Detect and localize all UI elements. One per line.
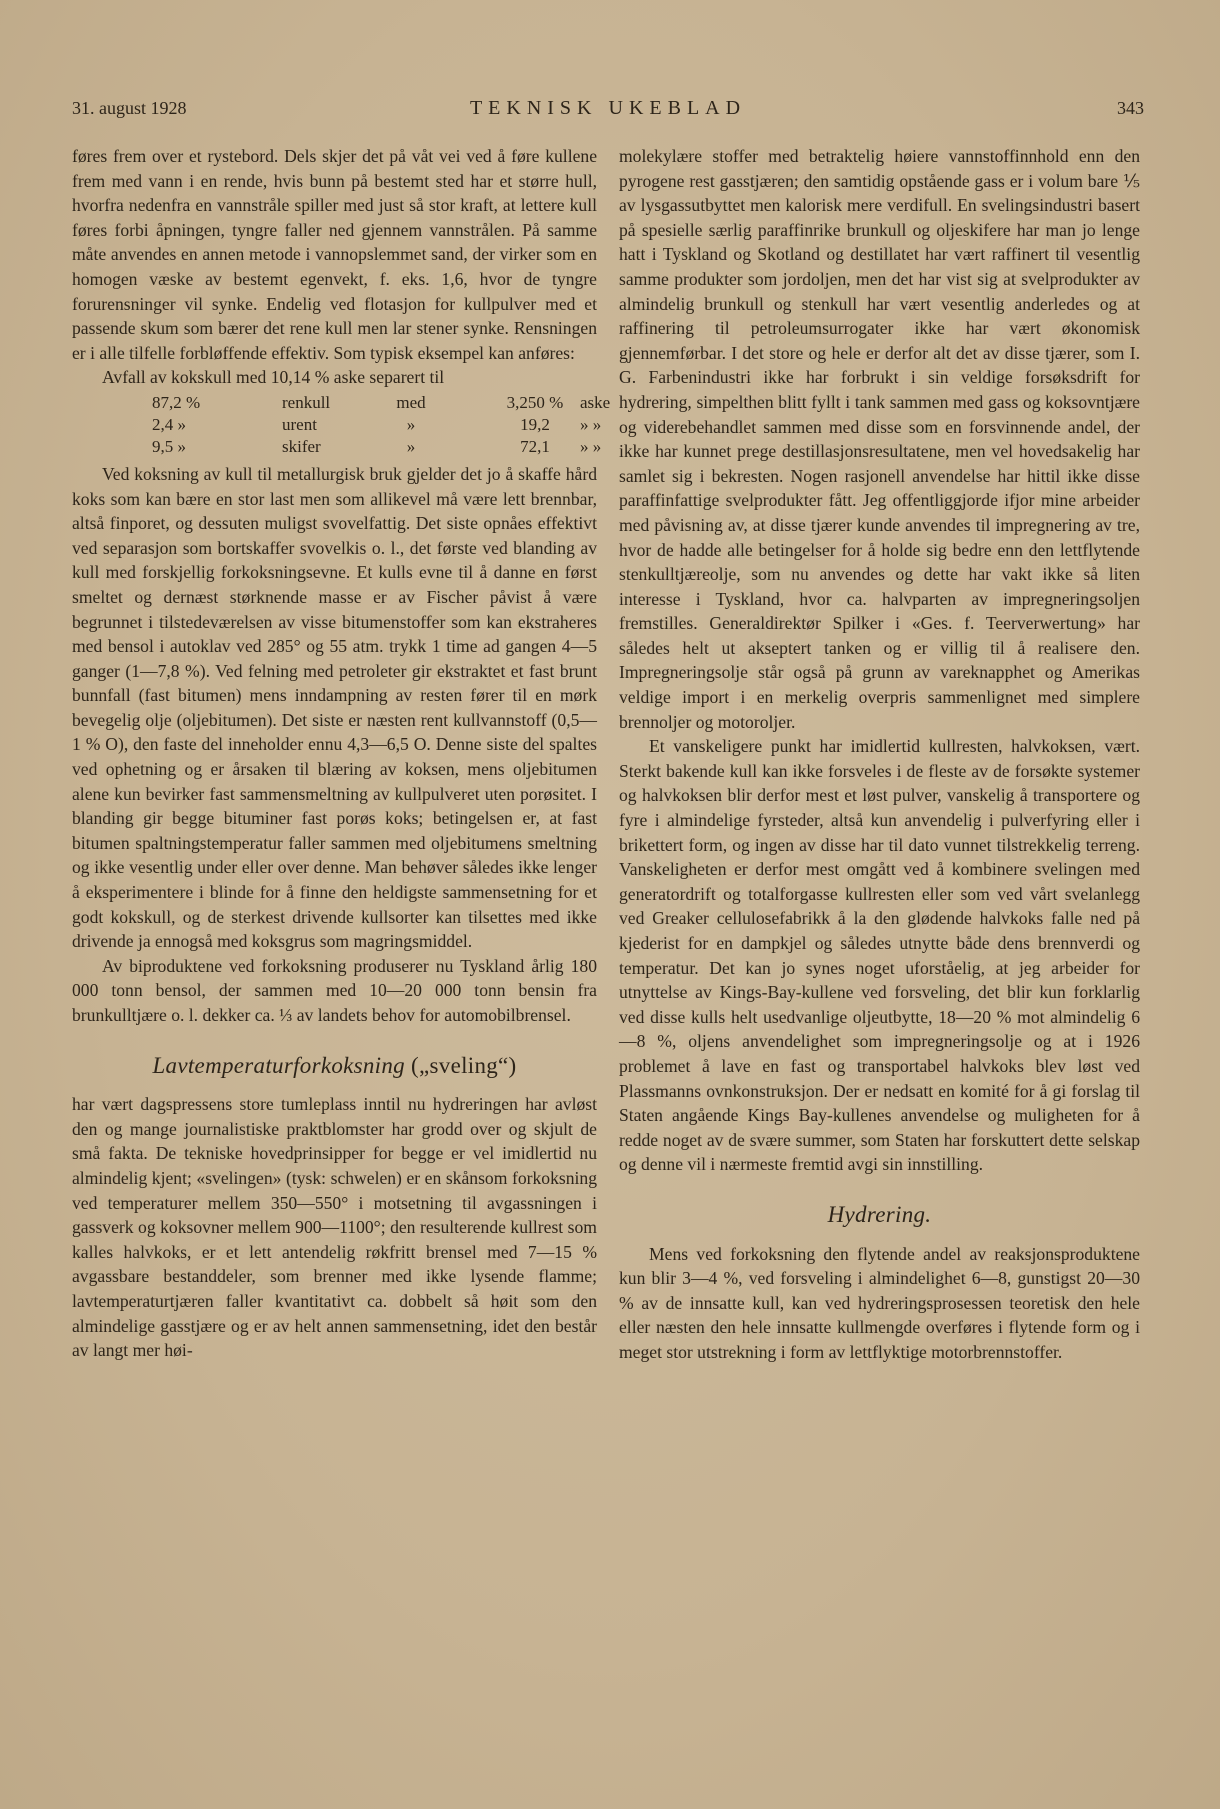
section-heading: [72, 1054, 597, 1079]
heading-text: Lavtemperaturforkoksning: [152, 1052, 405, 1078]
row-relation: »: [406, 414, 416, 434]
row-percent: 87,2 %: [152, 392, 201, 412]
row-name: skifer: [282, 436, 321, 456]
row-percent: 2,4 »: [152, 414, 186, 434]
paragraph: Av biproduktene ved forkoksning produserer nu Tyskland årlig 180 000 tonn bensol, der sammen med 10—20 000 tonn bensin fra brunkulltjære o. l. dekker ca. ⅓ av landets behov for automobilbrensel.: [72, 955, 597, 1025]
separation-row: [72, 436, 602, 458]
running-header: [72, 98, 1144, 128]
separation-table: [72, 392, 611, 458]
separation-row: [72, 414, 602, 436]
heading-suffix: („sveling“): [411, 1052, 517, 1078]
paragraph: Avfall av kokskull med 10,14 % aske separert til: [102, 367, 445, 388]
row-unit: » »: [580, 436, 602, 456]
left-column: [72, 144, 611, 1363]
paragraph: Et vanskeligere punkt har imidlertid kullresten, halvkoksen, vært. Sterkt bakende kull kan ikke forsveles i de fleste av de forsøkte systemer og halvkoksen blir derfor mest et løst pulver, vanskelig å transportere og fyre i almindelige fyrsteder, altså kun anvendelig i pulverfyring eller i brikettert form, og ingen av disse har til dato vunnet tilstrekkelig terreng. Vanskeligheten er derfor mest omgått ved å kombinere svelingen med generatordrift og totalforgasse kullresten eller som ved vårt svelanlegg ved Greaker cellulosefabrikk å la den glødende halvkoks falle ned på kjederist for en dampkjel og således utnytte både dens brennverdi og temperatur. Det kan jo synes noget uforståelig, at jeg arbeider for utnyttelse av Kings-Bay-kullene ved forsveling, det blir kun forklarlig ved disse kulls helt usedvanlige oljeutbytte, 18—20 % mot almindelig 6—8 %, oljens anvendelighet som impregneringsolje og at i 1926 problemet å lave en fast og transportabel halvkoks blev løst ved Plassmanns ovnkonstruksjon. Der er nedsatt en komité for å gi forslag til Staten angående Kings Bay-kullenes anvendelse og muligheten for å redde noget av de svære summer, som Staten har forskuttert dette selskap og denne vil i nærmeste fremtid avgi sin innstilling.: [619, 736, 1140, 1175]
row-ash: 72,1: [520, 436, 550, 456]
page-number: 343: [1117, 98, 1144, 118]
row-unit: » »: [580, 414, 602, 434]
row-ash: 3,250 %: [506, 392, 564, 412]
paragraph: har vært dagspressens store tumleplass inntil nu hydreringen har avløst den og mange journalistiske praktblomster har grodd over og skjult de små fakta. De tekniske hovedprinsipper for begge er vel imidlertid nu almindelig kjent; «svelingen» (tysk: schwelen) er en skånsom forkoksning ved temperaturer mellem 350—550° i motsetning til avgassningen i gassverk og koksovner mellem 900—1100°; den resulterende kullrest som kalles halvkoks, er et lett antendelig røkfritt brensel med 7—15 % avgassbare bestanddeler, som brenner med ikke lysende flamme; lavtemperaturtjæren faller kvantitativt ca. dobbelt så høit som den almindelige gasstjære og er av helt annen sammensetning, idet den består av langt mer høi-: [72, 1094, 597, 1361]
row-name: urent: [282, 414, 317, 434]
paragraph: Mens ved forkoksning den flytende andel av reaksjonsproduktene kun blir 3—4 %, ved forsveling i almindelighet 6—8, gunstigst 20—30 % av de innsatte kull, kan ved hydreringsprosessen teoretisk den hele eller næsten den hele innsatte kullmengde overføres i flytende form og i meget stor utstrekning i form av lettflyktige motorbrennstoffer.: [619, 1243, 1140, 1362]
row-relation: »: [406, 436, 416, 456]
row-percent: 9,5 »: [152, 436, 186, 456]
row-name: renkull: [282, 392, 331, 412]
right-column: [619, 144, 1140, 1365]
row-ash: 19,2: [520, 414, 550, 434]
section-heading: Hydrering.: [827, 1201, 932, 1227]
row-unit: aske: [580, 392, 611, 412]
paragraph: føres frem over et rystebord. Dels skjer det på våt vei ved å føre kullene frem med vann i en rende, hvis bunn på bestemt sted har et større hull, hvorfra nedenfra en vannstråle spiller med just så stor kraft, at lettere kull føres forbi åpningen, tyngre faller ned gjennem vannstrålen. På samme måte anvendes en annen metode i vannopslemmet sand, der virker som en homogen væske av bestemt egenvekt, f. eks. 1,6, hvor de tyngre forurensninger vil synke. Endelig ved flotasjon for kullpulver med et passende skum som bærer det rene kull men lar stener synke. Rensningen er i alle tilfelle forbløffende effektiv. Som typisk eksempel kan anføres:: [72, 146, 597, 363]
separation-row: [72, 392, 611, 414]
row-relation: med: [396, 392, 426, 412]
issue-date: 31. august 1928: [72, 98, 187, 118]
paragraph: molekylære stoffer med betraktelig høiere vannstoffinnhold enn den pyrogene rest gasstjæren; den samtidig opstående gass er i volum bare ⅕ av lysgassutbyttet men kalorisk mere verdifull. En svelingsindustri basert på spesielle særlig paraffinrike brunkull og oljeskifere har man jo lenge hatt i Tyskland og Skotland og destillatet har vært raffinert til vesentlig samme produkter som jordoljen, men det har vist sig at svelprodukter av almindelig brunkull og stenkull har vært vesentlig anderledes og at raffinering til petroleumsurrogater ikke har vært økonomisk gjennemførbar. I det store og hele er derfor alt det av disse tjærer, som I. G. Farbenindustri ikke har forbrukt i sin veldige forsøksdrift for hydrering, simpelthen blitt fyllt i tank sammen med gass og koksovntjære og viderebehandlet sammen med disse som en forsvinnende andel, der ikke har kunnet prege destillasjonsresultatene, men vel hovedsakelig har samlet sig i bekresten. Nogen rasjonell anvendelse har hittil ikke disse paraffinfattige svelprodukter fått. Jeg offentliggjorde ifjor mine arbeider med påvisning av, at disse tjærer kunde anvendes til impregnering av tre, hvor de hadde alle betingelser for å holde sig bedre enn den lettflytende stenkulltjæreolje, som nu anvendes og dette har vakt ikke så liten interesse i Tyskland, hvor ca. halvparten av impregneringsoljen fremstilles. Generaldirektør Spilker i «Ges. f. Teerverwertung» har således helt ut akseptert tanken og er villig til å realisere den. Impregneringsolje står også på grunn av vareknapphet og Amerikas veldige import i en merkelig overpris sammenlignet med simplere brennoljer og motoroljer.: [619, 146, 1140, 732]
paragraph: Ved koksning av kull til metallurgisk bruk gjelder det jo å skaffe hård koks som kan bære en stor last men som allikevel må være lett brennbar, altså finporet, og dessuten muligst svovelfattig. Det siste opnåes effektivt ved separasjon som bortskaffer svovelkis o. l., det første ved blanding av kull med forskjellig forkoksningsevne. Et kulls evne til å danne en først smeltet og dernæst størknende masse er av Fischer påvist å være begrunnet i tilstedeværelsen av visse bitumenstoffer som kan ekstraheres med bensol i autoklav ved 285° og 55 atm. trykk 1 time ad gangen 4—5 ganger (1—7,8 %). Ved felning med petroleter gir ekstraktet et fast brunt bunnfall (fast bitumen) mens inndampning av resten fører til en mørk bevegelig olje (oljebitumen). Det siste er næsten rent kullvannstoff (0,5—1 % O), den faste del inneholder ennu 4,3—6,5 O. Denne siste del spaltes ved ophetning og er årsaken til blæring av koksen, mens oljebitumen alene kun bevirker fast sammensmeltning av kullpulveret uten porøsitet. I blanding gir begge bituminer fast porøs koks; betingelsen er, at fast bitumen spaltningstemperatur faller sammen med oljebitumens smeltning og ikke vesentlig under eller over denne. Man behøver således ikke lenger å eksperimentere i blinde for å finne den heldigste sammensetning for et godt kokskull, og de sterkest drivende kullsorter kan tilsettes med ikke drivende ja ennogså med koksgrus som magringsmiddel.: [72, 463, 597, 952]
journal-title: TEKNISK UKEBLAD: [469, 97, 747, 119]
